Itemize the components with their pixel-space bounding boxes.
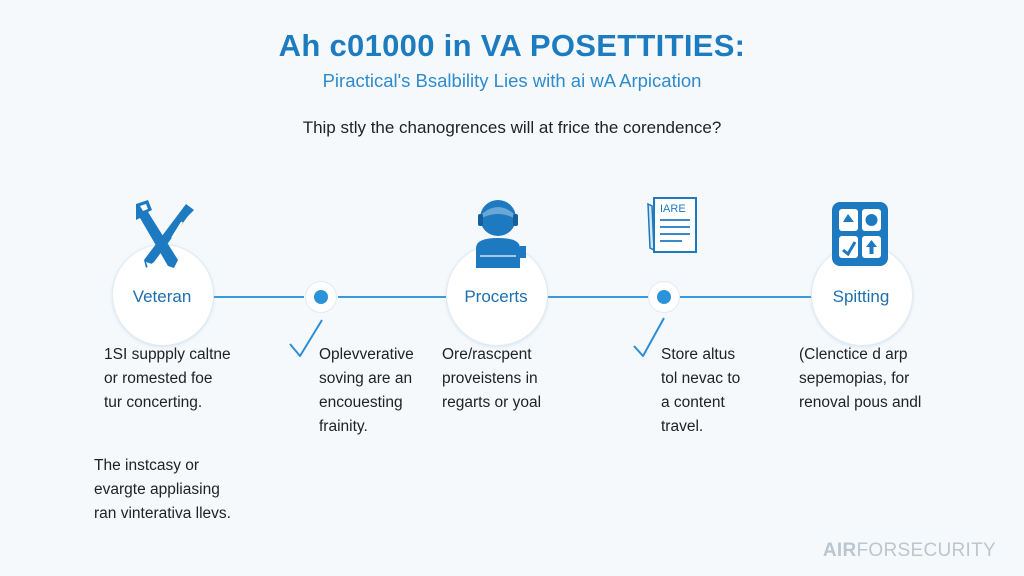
description-line: (Clenctice d arp: [799, 346, 908, 363]
footnote: [94, 454, 231, 526]
description-line: regarts or yoal: [442, 394, 542, 411]
description-line: tol nevac to: [661, 370, 741, 387]
page-title: Ah c01000 in VA POSETTITIES:: [278, 28, 746, 63]
node-procerts-label: Procerts: [464, 287, 528, 306]
crossed-tools-icon: [128, 198, 200, 274]
document-icon: [644, 196, 700, 258]
footnote-line: The instcasy or: [94, 457, 200, 474]
node-veteran-description: [104, 343, 231, 415]
description-line: Oplevverative: [319, 346, 414, 363]
description-line: travel.: [661, 418, 704, 435]
brand-bold: AIR: [822, 540, 857, 561]
timeline-dot-2: [648, 281, 680, 313]
description-line: Ore/rascpent: [442, 346, 532, 363]
connector-1-description: [319, 343, 414, 439]
node-spitting-label: Spitting: [832, 287, 890, 306]
description-line: frainity.: [319, 418, 368, 435]
description-line: renoval pous andl: [799, 394, 922, 411]
node-spitting-description: [799, 343, 921, 415]
description-line: a content: [661, 394, 725, 411]
page-subtitle: Piractical's Bsalbility Lies with ai wA Arpication: [322, 70, 702, 91]
checkmark-icon: [290, 320, 322, 356]
description-line: tur concerting.: [104, 394, 203, 411]
connector-2-description: [661, 343, 740, 439]
checkmark-icon: [634, 318, 664, 356]
footnote-line: ran vinterativa llevs.: [94, 505, 231, 522]
description-line: proveistens in: [442, 370, 538, 387]
brand-rest: FORSECURITY: [856, 540, 996, 561]
brand-watermark: [823, 540, 996, 562]
description-line: or romested foe: [104, 370, 213, 387]
question-text: Thip stly the chanogrences will at frice the corendence?: [302, 118, 722, 137]
footnote-line: evargte appliasing: [94, 481, 220, 498]
node-procerts-description: [442, 343, 541, 415]
document-icon-text: IARE: [660, 203, 686, 215]
description-line: encouesting: [319, 394, 403, 411]
description-line: 1SI suppply caltne: [104, 346, 231, 363]
timeline-dot-1: [305, 281, 337, 313]
headset-person-icon: [468, 196, 528, 272]
description-line: sepemopias, for: [799, 370, 910, 387]
description-line: soving are an: [319, 370, 413, 387]
description-line: Store altus: [661, 346, 736, 363]
node-veteran-label: Veteran: [132, 287, 192, 306]
app-grid-icon: [830, 200, 890, 268]
